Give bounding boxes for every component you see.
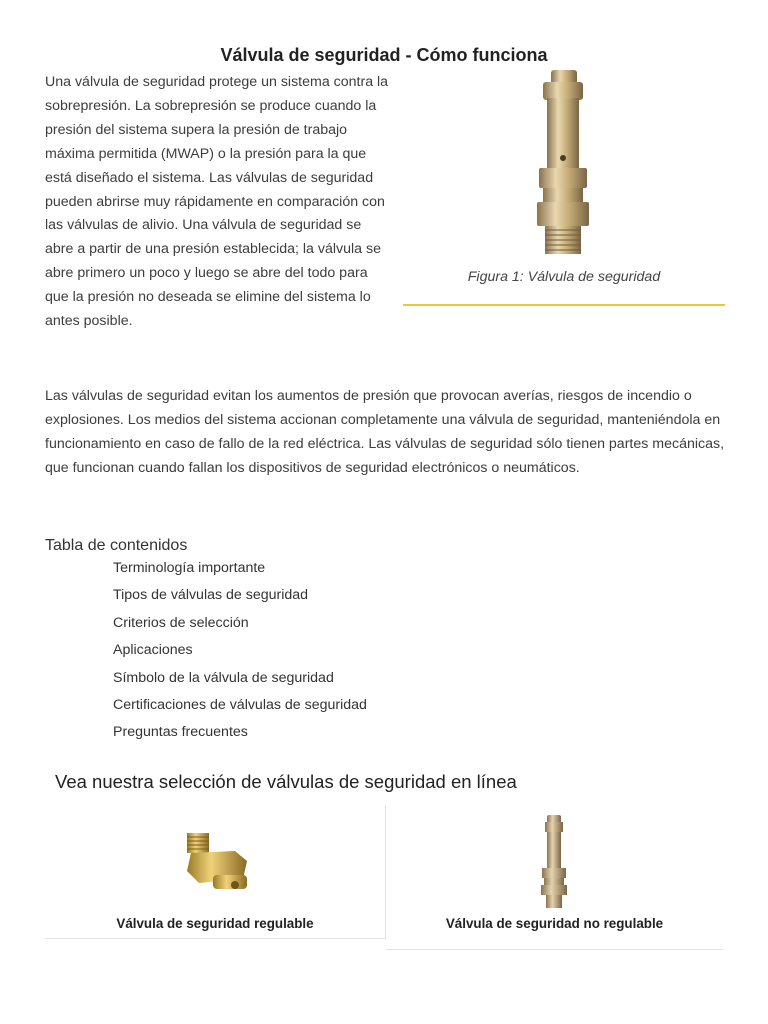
safety-valve-image [523, 70, 603, 256]
caption-divider [403, 304, 725, 306]
page-title: Válvula de seguridad - Cómo funciona [220, 45, 548, 65]
product-card-no-regulable[interactable] [386, 805, 723, 950]
toc-link-tipos[interactable]: Tipos de válvulas de seguridad [113, 587, 309, 604]
body-paragraph: Las válvulas de seguridad evitan los aumentos de presión que provocan averías, riesgos de incendio o explosiones. Los medios del sistema accionan completamente una válvula de seguridad, manteniéndola en funcionamiento en caso de fallo de la red eléctrica. Las válvulas de seguridad sólo tienen partes mecánicas, que funcionan cuando fallan los dispositivos de seguridad electrónicos o neumáticos. [45, 388, 725, 476]
intro-paragraph: Una válvula de seguridad protege un sistema contra la sobrepresión. La sobrepresión se produce cuando la presión del sistema supera la presión de trabajo máxima permitida (MWAP) o la presión para la que está diseñado el sistema. Las válvulas de seguridad pueden abrirse muy rápidamente en comparación con las válvulas de alivio. Una válvula de seguridad se abre a partir de una presión establecida; la válvula se abre primero un poco y luego se abre del todo para que la presión no deseada se elimine del sistema lo antes posible. [45, 74, 389, 330]
toc-link-aplicaciones[interactable]: Aplicaciones [113, 642, 193, 659]
products-heading: Vea nuestra selección de válvulas de seguridad en línea [55, 771, 517, 792]
toc-link-certificaciones[interactable]: Certificaciones de válvulas de seguridad [113, 696, 367, 713]
non-adjustable-valve-image [536, 815, 572, 909]
toc-heading: Tabla de contenidos [45, 537, 188, 554]
toc-link-preguntas[interactable]: Preguntas frecuentes [113, 724, 248, 741]
toc-link-criterios[interactable]: Criterios de selección [113, 614, 249, 631]
adjustable-valve-image [177, 827, 257, 897]
table-of-contents [113, 556, 367, 748]
figure-caption: Figura 1: Válvula de seguridad [467, 269, 661, 285]
toc-link-simbolo[interactable]: Símbolo de la válvula de seguridad [113, 669, 334, 686]
toc-link-terminologia[interactable]: Terminología importante [113, 560, 266, 576]
product-label-regulable[interactable]: Válvula de seguridad regulable [116, 916, 314, 931]
product-label-no-regulable[interactable]: Válvula de seguridad no regulable [445, 916, 664, 931]
figure-1 [403, 62, 725, 306]
product-card-regulable[interactable] [45, 805, 386, 939]
